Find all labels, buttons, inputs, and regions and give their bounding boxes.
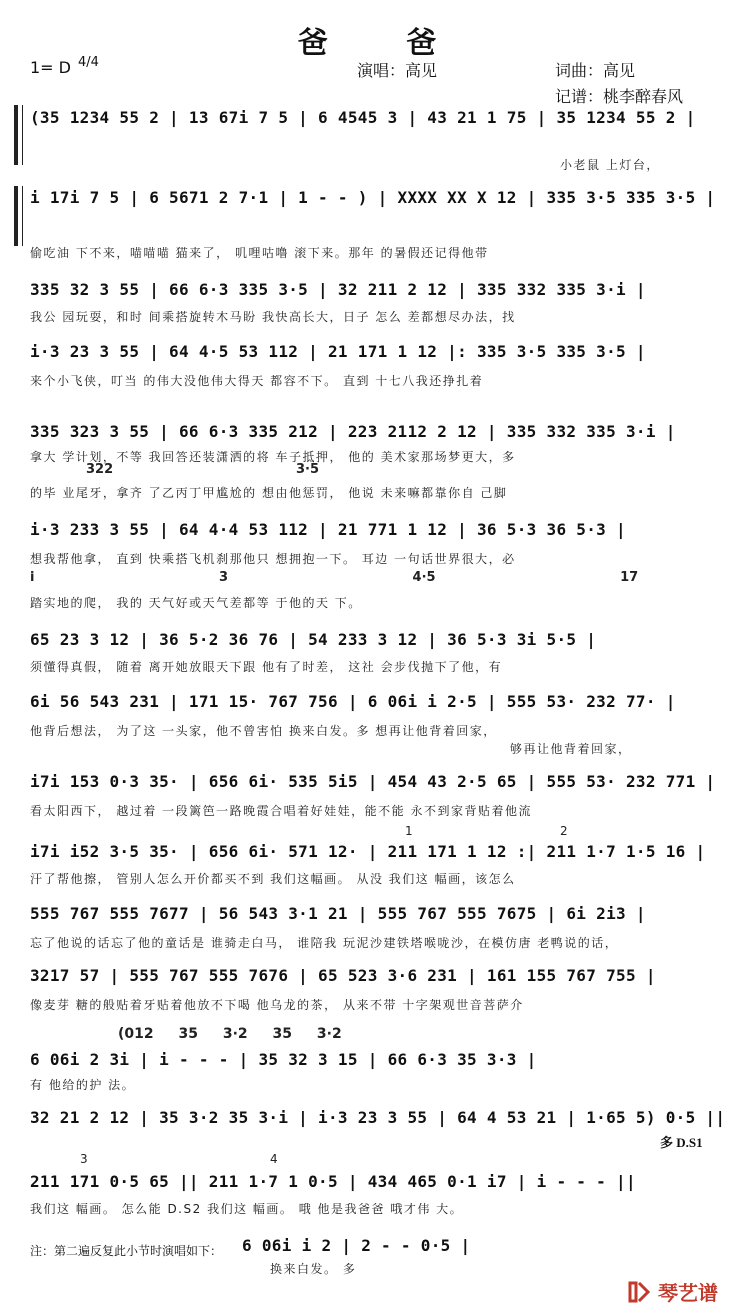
lyric-line: 有 他给的护 法。 <box>30 1078 136 1092</box>
lyric-line: 偷吃油 下不来，喵喵喵 猫来了， 叽哩咕噜 滚下来。那年 的暑假还记得他带 <box>30 246 489 260</box>
lyric-line: 看太阳西下， 越过着 一段篱笆一路晚霞合唱着好娃娃，能不能 永不到家背贴着他流 <box>30 804 532 818</box>
singer-credit: 演唱：高见 <box>357 61 438 80</box>
notation-line: 65 23 3 12 | 36 5·2 36 76 | 54 233 3 12 | 36 5·3 3i 5·5 | <box>30 630 597 649</box>
notation-line: 32 21 2 12 | 35 3·2 35 3·i | i·3 23 3 55 | 64 4 53 21 | 1·65 5) 0·5 || <box>30 1108 726 1127</box>
volta-1: 1 <box>405 824 413 838</box>
lyric-line: 想我帮他拿， 直到 快乘搭飞机刹那他只 想拥抱一下。 耳边 一句话世界很大，必 <box>30 552 516 566</box>
logo-text: 琴艺谱 <box>658 1281 718 1305</box>
notation-line: (35 1234 55 2 | 13 67i 7 5 | 6 4545 3 | 43 21 1 75 | 35 1234 55 2 | <box>30 108 696 127</box>
volta-3: 3 <box>80 1152 88 1166</box>
notation-line: 3217 57 | 555 767 555 7676 | 65 523 3·6 231 | 161 155 767 755 | <box>30 966 656 985</box>
lyric-line-alternate: 的毕 业尾牙，拿齐 了乙丙丁甲尴尬的 想由他惩罚， 他说 未来嘛都靠你自 己脚 <box>30 486 508 500</box>
logo-icon <box>626 1279 652 1305</box>
lyric-line-alternate: 够再让他背着回家， <box>510 742 632 756</box>
ds1-mark: 多 D.S1 <box>660 1135 703 1150</box>
notation-line: 6 06i 2 3i | i - - - | 35 32 3 15 | 66 6·3 35 3·3 | <box>30 1050 537 1069</box>
lyric-line: 我们这 幅画。 怎么能 D.S2 我们这 幅画。 哦 他是我爸爸 哦才伟 大。 <box>30 1202 464 1216</box>
alternate-notes: i 3 4·5 17 <box>30 570 639 585</box>
time-signature: 4/4 <box>78 55 99 70</box>
lyric-line: 忘了他说的话忘了他的童话是 谁骑走白马， 谁陪我 玩泥沙建铁塔喉咙沙，在模仿唐 老鸭说的话， <box>30 936 619 950</box>
lyric-line: 像麦芽 糖的般贴着牙贴着他放不下喝 他乌龙的茶， 从来不带 十字架观世音菩萨介 <box>30 998 524 1012</box>
lyric-line: 拿大 学计划，不等 我回答还装潇洒的将 车子抵押， 他的 美术家那场梦更大，多 <box>30 450 516 464</box>
volta-4: 4 <box>270 1152 278 1166</box>
lyric-line: 他背后想法， 为了这 一头家，他不曾害怕 换来白发。多 想再让他背着回家， <box>30 724 497 738</box>
lyric-line: 来个小飞侠，叮当 的伟大没他伟大得天 都容不下。 直到 十七八我还挣扎着 <box>30 374 484 388</box>
transcriber-credit: 记谱：桃李醉春风 <box>555 87 684 106</box>
composer-credit: 词曲：高见 <box>555 61 636 80</box>
system-bracket <box>14 186 23 246</box>
alternate-notes: 322 <box>86 462 114 477</box>
notation-line: i·3 233 3 55 | 64 4·4 53 112 | 21 771 1 12 | 36 5·3 36 5·3 | <box>30 520 626 539</box>
lyric-line: 须懂得真假， 随着 离开她放眼天下跟 他有了时差， 这社 会步伐抛下了他，有 <box>30 660 503 674</box>
system-bracket <box>14 105 23 165</box>
lyric-line: 小老鼠 上灯台， <box>560 158 660 172</box>
notation-line: 211 171 0·5 65 || 211 1·7 1 0·5 | 434 465 0·1 i7 | i - - - || <box>30 1172 636 1191</box>
notation-line: 555 767 555 7677 | 56 543 3·1 21 | 555 767 555 7675 | 6i 2i3 | <box>30 904 646 923</box>
notation-line: 335 32 3 55 | 66 6·3 335 3·5 | 32 211 2 12 | 335 332 335 3·i | <box>30 280 646 299</box>
notation-line: i 17i 7 5 | 6 5671 2 7·1 | 1 - - ) | XXXX XX X 12 | 335 3·5 335 3·5 | <box>30 188 716 207</box>
lyric-line: 汗了帮他擦， 管别人怎么开价都买不到 我们这幅画。 从没 我们这 幅画，该怎么 <box>30 872 516 886</box>
notation-line: i7i 153 0·3 35· | 656 6i· 535 5i5 | 454 43 2·5 65 | 555 53· 232 771 | <box>30 772 716 791</box>
notation-line: i7i i52 3·5 35· | 656 6i· 571 12· | 211 171 1 12 :| 211 1·7 1·5 16 | <box>30 842 706 861</box>
lyric-line-alternate: 踏实地的爬， 我的 天气好或天气差都等 于他的天 下。 <box>30 596 362 610</box>
song-title: 爸 爸 <box>297 26 471 61</box>
alternate-notes: 3·5 <box>296 462 320 477</box>
lyric-line: 我公 园玩耍，和时 间乘搭旋转木马盼 我快高长大，日子 怎么 差都想尽办法，找 <box>30 310 516 324</box>
site-logo <box>626 1277 718 1306</box>
footnote-label: 注：第二遍反复此小节时演唱如下： <box>30 1244 223 1258</box>
key-signature: 1= D <box>30 58 71 77</box>
notation-line: 335 323 3 55 | 66 6·3 335 212 | 223 2112 2 12 | 335 332 335 3·i | <box>30 422 676 441</box>
notation-line: 6i 56 543 231 | 171 15· 767 756 | 6 06i i 2·5 | 555 53· 232 77· | <box>30 692 676 711</box>
notation-line: i·3 23 3 55 | 64 4·5 53 112 | 21 171 1 12 |: 335 3·5 335 3·5 | <box>30 342 646 361</box>
volta-2: 2 <box>560 824 568 838</box>
upper-voice-notes: (012 35 3·2 35 3·2 <box>118 1026 342 1042</box>
footnote-lyric: 换来白发。 多 <box>270 1262 357 1276</box>
footnote-notation: 6 06i i 2 | 2 - - 0·5 | <box>242 1236 471 1255</box>
